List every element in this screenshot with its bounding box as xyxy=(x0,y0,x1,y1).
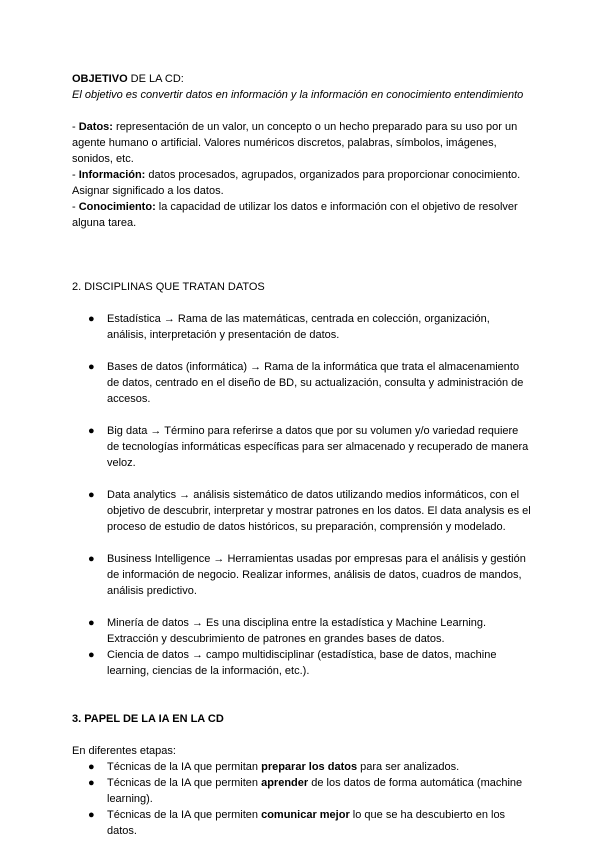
list-item xyxy=(72,311,532,343)
section3-title xyxy=(72,711,532,727)
list-item-bold: aprender xyxy=(261,777,309,789)
list-item-text: Técnicas de la IA que permiten xyxy=(107,809,262,821)
ia-roles-list xyxy=(72,759,532,839)
list-item-text: Estadística → Rama de las matemáticas, centrada en colección, organización, análisis, interpretación y presentación de datos. xyxy=(107,313,490,341)
list-item-text: Técnicas de la IA que permiten xyxy=(107,777,262,789)
list-item-text: para ser analizados. xyxy=(357,761,460,773)
bullet-icon: ● xyxy=(88,489,95,501)
document-page xyxy=(72,71,532,839)
list-item xyxy=(72,615,532,647)
definition-text: la capacidad de utilizar los datos e información con el objetivo de resolver alguna tarea. xyxy=(72,201,518,229)
list-item-text: Big data → Término para referirse a datos que por su volumen y/o variedad requiere de tecnologías informáticas específicas para ser almacenado y recuperado de manera veloz. xyxy=(107,425,529,469)
list-item-text: Data analytics → análisis sistemático de datos utilizando medios informáticos, con el objetivo de descubrir, interpretar y mostrar patrones en los datos. El data analysis es el proceso de estudio de datos históricos, su preparación, comprensión y modelado. xyxy=(107,489,531,533)
bullet-icon: ● xyxy=(88,361,95,373)
disciplines-list xyxy=(72,311,532,679)
list-item xyxy=(72,423,532,471)
list-item-bold: comunicar mejor xyxy=(261,809,350,821)
list-item xyxy=(72,759,532,775)
bullet-icon: ● xyxy=(88,617,95,629)
list-item xyxy=(72,775,532,807)
definition-text: representación de un valor, un concepto o un hecho preparado para su uso por un agente humano o artificial. Valores numéricos discretos, palabras, símbolos, imágenes, sonidos, etc. xyxy=(72,121,518,165)
definition-term: Datos: xyxy=(78,121,113,133)
list-item xyxy=(72,647,532,679)
list-item-text: de los datos de forma automática (machine learning). xyxy=(107,777,523,805)
bullet-icon: ● xyxy=(88,809,95,821)
objetivo-heading-bold: OBJETIVO xyxy=(72,73,128,85)
list-item-text: lo que se ha descubierto en los datos. xyxy=(107,809,506,837)
bullet-icon: ● xyxy=(88,313,95,325)
list-item xyxy=(72,551,532,599)
list-item xyxy=(72,487,532,535)
bullet-icon: ● xyxy=(88,761,95,773)
definition-prefix: - xyxy=(72,201,79,213)
list-item-text: Ciencia de datos → campo multidisciplinar (estadística, base de datos, machine learning, ciencias de la información, etc.). xyxy=(107,649,497,677)
definition-prefix: - xyxy=(72,121,79,133)
section3-intro: En diferentes etapas: xyxy=(72,745,176,757)
list-item-bold: preparar los datos xyxy=(261,761,358,773)
definition-term: Información: xyxy=(78,169,146,181)
section2-title: 2. DISCIPLINAS QUE TRATAN DATOS xyxy=(72,281,265,293)
list-item xyxy=(72,359,532,407)
list-item-text: Bases de datos (informática) → Rama de la informática que trata el almacenamiento de datos, centrado en el diseño de BD, su actualización, consulta y administración de accesos. xyxy=(107,361,524,405)
definition-informacion xyxy=(72,167,532,199)
definition-term: Conocimiento: xyxy=(78,201,156,213)
definition-datos xyxy=(72,119,532,167)
bullet-icon: ● xyxy=(88,425,95,437)
bullet-icon: ● xyxy=(88,649,95,661)
list-item-text: Minería de datos → Es una disciplina entre la estadística y Machine Learning. Extracción y descubrimiento de patrones en grandes bases de datos. xyxy=(107,617,487,645)
definition-conocimiento xyxy=(72,199,532,231)
objetivo-subtitle: El objetivo es convertir datos en información y la información en conocimiento entendimiento xyxy=(72,89,524,101)
section3-title-text: 3. PAPEL DE LA IA EN LA CD xyxy=(72,713,224,725)
bullet-icon: ● xyxy=(88,777,95,789)
list-item-text: Business Intelligence → Herramientas usadas por empresas para el análisis y gestión de información de negocio. Realizar informes, análisis de datos, cuadros de mandos, análisis predictivo. xyxy=(107,553,526,597)
definition-prefix: - xyxy=(72,169,79,181)
definition-text: datos procesados, agrupados, organizados para proporcionar conocimiento. Asignar significado a los datos. xyxy=(72,169,521,197)
bullet-icon: ● xyxy=(88,553,95,565)
list-item xyxy=(72,807,532,839)
list-item-text: Técnicas de la IA que permitan xyxy=(107,761,262,773)
objetivo-heading-rest: DE LA CD: xyxy=(127,73,184,85)
objetivo-heading xyxy=(72,71,532,87)
